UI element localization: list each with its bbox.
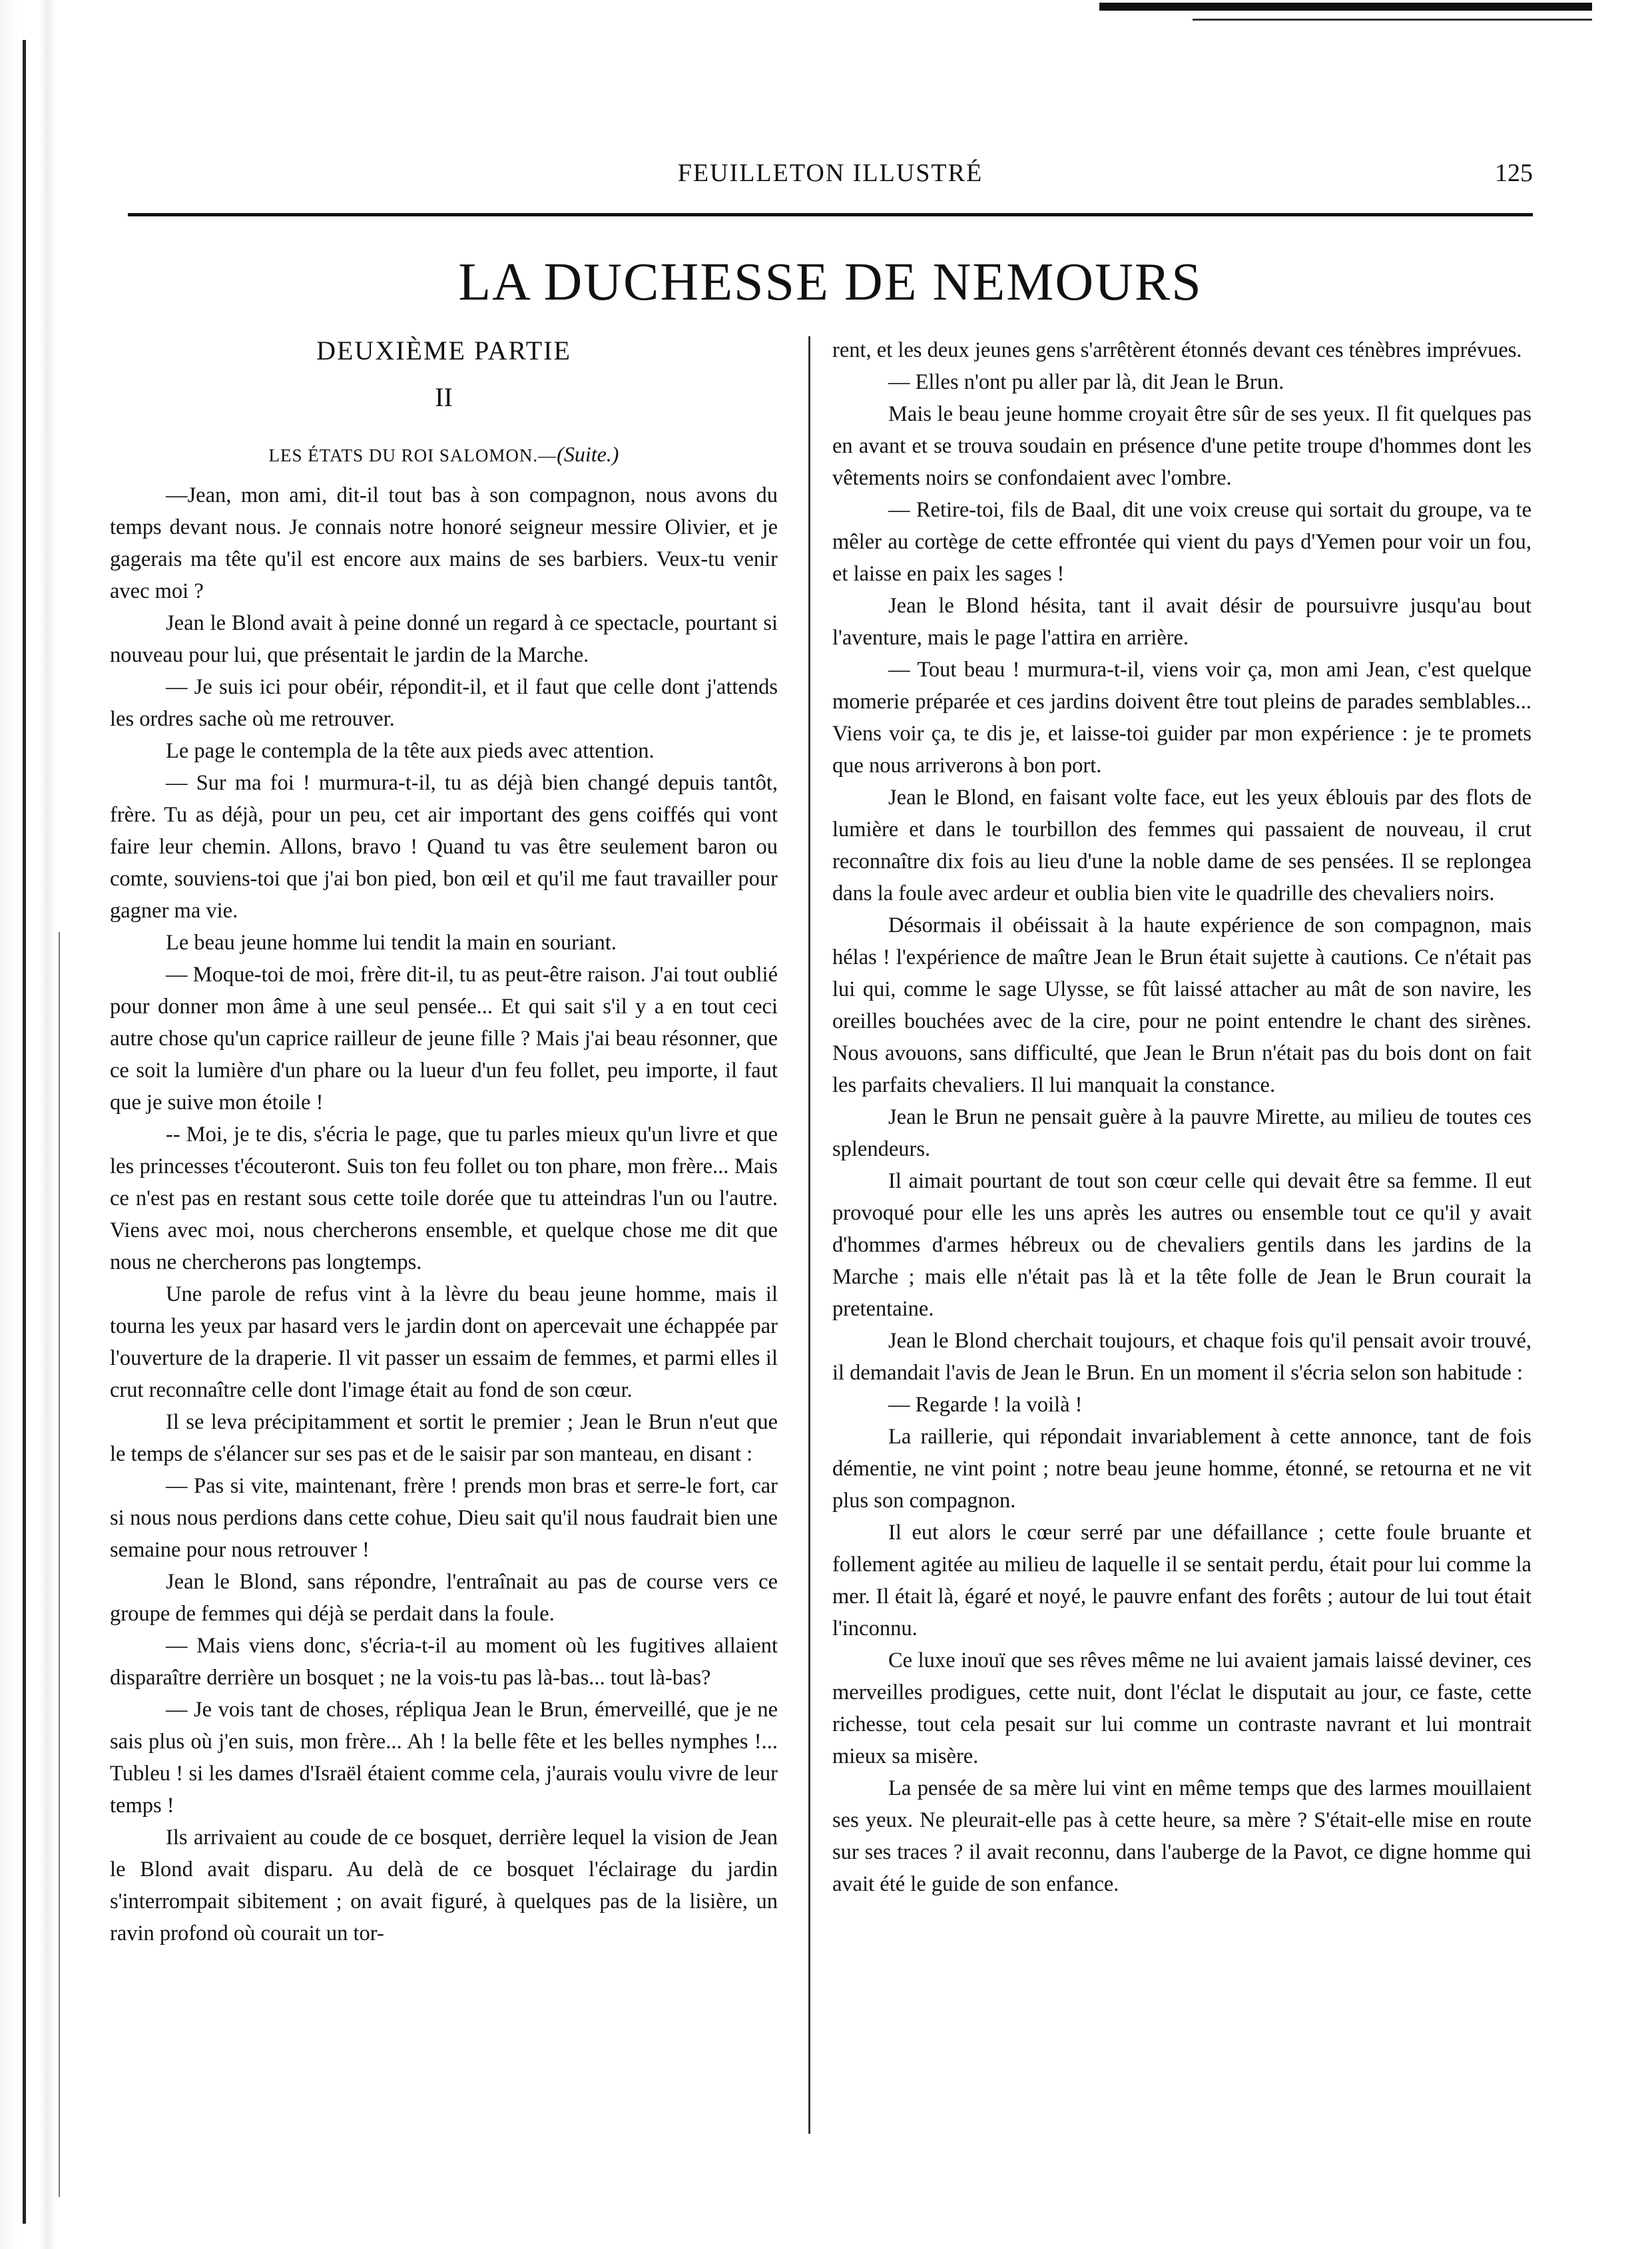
article-title: LA DUCHESSE DE NEMOURS: [458, 253, 1203, 312]
running-header: [128, 158, 1533, 198]
paragraph: —Jean, mon ami, dit-il tout bas à son compagnon, nous avons du temps devant nous. Je connais notre honoré seigneur messire Olivier, et je gagerais ma tête qu'il est encore aux mains de ses barbiers. Veux-tu venir avec moi ?: [110, 483, 778, 603]
paragraph: Il eut alors le cœur serré par une défaillance ; cette foule bruante et follement agitée au milieu de laquelle il se sentait perdu, était pour lui comme la mer. Il était là, égaré et noyé, le pauvre enfant des forêts ; autour de lui tout était l'inconnu.: [832, 1521, 1531, 1640]
paragraph: Le beau jeune homme lui tendit la main en souriant.: [166, 931, 617, 955]
chapter-number: II: [435, 382, 453, 412]
paragraph: — Retire-toi, fils de Baal, dit une voix creuse qui sortait du groupe, va te mêler au cortège de cette effrontée qui vient du pays d'Yemen pour voir un fou, et laisse en paix les sages !: [832, 498, 1531, 586]
paragraph: Jean le Blond hésita, tant il avait désir de poursuivre jusqu'au bout l'aventure, mais le page l'attira en arrière.: [832, 594, 1531, 650]
header-rule: [128, 213, 1533, 216]
chapter-title: [110, 438, 778, 471]
paragraph: Ce luxe inouï que ses rêves même ne lui avaient jamais laissé deviner, ces merveilles prodigues, cette nuit, dont l'éclat le disputait au jour, ce faste, cette richesse, tout cela pesait sur lui comme un contraste navrant et lui montrait mieux sa misère.: [832, 1648, 1531, 1768]
right-column: [832, 334, 1531, 1900]
binding-shadow-line-thin: [59, 932, 60, 2197]
paragraph: Jean le Blond cherchait toujours, et chaque fois qu'il pensait avoir trouvé, il demandait l'avis de Jean le Brun. En un moment il s'écria selon son habitude :: [832, 1329, 1531, 1385]
paragraph: Jean le Blond, en faisant volte face, eut les yeux éblouis par des flots de lumière et dans le tourbillon des femmes qui passaient de nouveau, il crut reconnaître dix fois au lieu d'une la noble dame de ses pensées. Il se replongea dans la foule avec ardeur et oublia bien vite le quadrille des chevaliers noirs.: [832, 786, 1531, 905]
paragraph: Désormais il obéissait à la haute expérience de son compagnon, mais hélas ! l'expérience de maître Jean le Brun était sujette à cautions. Ce n'était pas lui qui, comme le sage Ulysse, se fût laissé attacher au mât de son navire, les oreilles bouchées avec de la cire, pour ne point entendre le chant des sirènes. Nous avouons, sans difficulté, que Jean le Brun n'était pas du bois dont on fait les parfaits chevaliers. Il lui manquait la constance.: [832, 913, 1531, 1097]
paragraph: Jean le Blond, sans répondre, l'entraînait au pas de course vers ce groupe de femmes qui déjà se perdait dans la foule.: [110, 1570, 778, 1626]
top-rule-thick: [1099, 3, 1592, 11]
part-heading: DEUXIÈME PARTIE: [316, 336, 571, 366]
paragraph: La raillerie, qui répondait invariablement à cette annonce, tant de fois démentie, ne vint point ; notre beau jeune homme, étonné, se retourna et ne vit plus son compagnon.: [832, 1425, 1531, 1513]
paragraph: La pensée de sa mère lui vint en même temps que des larmes mouillaient ses yeux. Ne pleurait-elle pas à cette heure, sa mère ? S'était-elle mise en route sur ses traces ? il avait reconnu, dans l'auberge de la Pavot, ce digne homme qui avait été le guide de son enfance.: [832, 1776, 1531, 1896]
top-edge-rules: [1099, 0, 1592, 27]
paragraph: Il aimait pourtant de tout son cœur celle qui devait être sa femme. Il eut provoqué pour elle les uns après les autres ou ensemble tout ce qu'il y avait d'hommes d'armes hébreux ou de chevaliers gentils dans les jardins de la Marche ; mais elle n'était pas là et la tête folle de Jean le Brun courait la pretentaine.: [832, 1169, 1531, 1321]
column-divider: [808, 336, 810, 2134]
paragraph: — Regarde ! la voilà !: [888, 1393, 1083, 1417]
paragraph: Ils arrivaient au coude de ce bosquet, derrière lequel la vision de Jean le Blond avait disparu. Au delà de ce bosquet l'éclairage du jardin s'interrompait sibitement ; on avait figuré, à quelques pas de la lisière, un ravin profond où courait un tor-: [110, 1826, 778, 1945]
paragraph: Une parole de refus vint à la lèvre du beau jeune homme, mais il tourna les yeux par hasard vers le jardin dont on apercevait une échappée par l'ouverture de la draperie. Il vit passer un essaim de femmes, et parmi elles il crut reconnaître celle dont l'image était au fond de son cœur.: [110, 1282, 778, 1402]
paragraph: — Moque-toi de moi, frère dit-il, tu as peut-être raison. J'ai tout oublié pour donner mon âme à une seul pensée... Et qui sait s'il y a en tout ceci autre chose qu'un caprice railleur de jeune fille ? Mais j'ai beau résonner, que ce soit la lumière d'un phare ou la lueur d'un feu follet, peu importe, il faut que je suive mon étoile !: [110, 963, 778, 1115]
paragraph: Il se leva précipitamment et sortit le premier ; Jean le Brun n'eut que le temps de s'élancer sur ses pas et de le saisir par son manteau, en disant :: [110, 1410, 778, 1466]
page-binding-edge: [0, 0, 73, 2249]
paragraph: — Tout beau ! murmura-t-il, viens voir ça, mon ami Jean, c'est quelque momerie préparée et ces jardins doivent être tout pleins de parades semblables... Viens voir ça, te dis je, et laisse-toi guider par mon expérience : je te promets que nous arriverons à bon port.: [832, 658, 1531, 778]
paragraph: — Pas si vite, maintenant, frère ! prends mon bras et serre-le fort, car si nous nous perdions dans cette cohue, Dieu sait qu'il nous faudrait bien une semaine pour nous retrouver !: [110, 1474, 778, 1562]
binding-shadow-line: [23, 40, 26, 2224]
paragraph: -- Moi, je te dis, s'écria le page, que tu parles mieux qu'un livre et que les princesses t'écouteront. Suis ton feu follet ou ton phare, mon frère... Mais ce n'est pas en restant sous cette toile dorée que tu atteindras l'un ou l'autre. Viens avec moi, nous chercherons ensemble, et quelque chose me dit que nous ne chercherons pas longtemps.: [110, 1123, 778, 1274]
paragraph: — Je vois tant de choses, répliqua Jean le Brun, émerveillé, que je ne sais plus où j'en suis, mon frère... Ah ! la belle fête et les belles nymphes !... Tubleu ! si les dames d'Israël étaient comme cela, j'aurais voulu vivre de leur temps !: [110, 1698, 778, 1818]
paragraph: — Elles n'ont pu aller par là, dit Jean le Brun.: [888, 370, 1284, 394]
left-column: [110, 334, 778, 1949]
paragraph: — Je suis ici pour obéir, répondit-il, et il faut que celle dont j'attends les ordres sache où me retrouver.: [110, 675, 778, 731]
paragraph: Jean le Blond avait à peine donné un regard à ce spectacle, pourtant si nouveau pour lui, que présentait le jardin de la Marche.: [110, 611, 778, 667]
page-number: 125: [1495, 159, 1533, 187]
chapter-title-text: LES ÉTATS DU ROI SALOMON.—: [268, 445, 557, 465]
chapter-suite: (Suite.): [557, 442, 619, 466]
paragraph: — Mais viens donc, s'écria-t-il au moment où les fugitives allaient disparaître derrière un bosquet ; ne la vois-tu pas là-bas... tout là-bas?: [110, 1634, 778, 1690]
paragraph: Mais le beau jeune homme croyait être sûr de ses yeux. Il fit quelques pas en avant et se trouva soudain en présence d'une petite troupe d'hommes dont les vêtements noirs se confondaient avec l'ombre.: [832, 402, 1531, 490]
paragraph: — Sur ma foi ! murmura-t-il, tu as déjà bien changé depuis tantôt, frère. Tu as déjà, pour un peu, cet air important des gens coiffés qui vont faire leur chemin. Allons, bravo ! Quand tu vas être seulement baron ou comte, souviens-toi que j'ai bon pied, bon œil et qu'il me faut travailler pour gagner ma vie.: [110, 771, 778, 923]
paragraph-continued: rent, et les deux jeunes gens s'arrêtèrent étonnés devant ces ténèbres imprévues.: [832, 338, 1522, 362]
top-rule-thin: [1193, 19, 1592, 21]
running-title: FEUILLETON ILLUSTRÉ: [677, 159, 983, 187]
paragraph: Jean le Brun ne pensait guère à la pauvre Mirette, au milieu de toutes ces splendeurs.: [832, 1105, 1531, 1161]
paragraph: Le page le contempla de la tête aux pieds avec attention.: [166, 739, 655, 763]
